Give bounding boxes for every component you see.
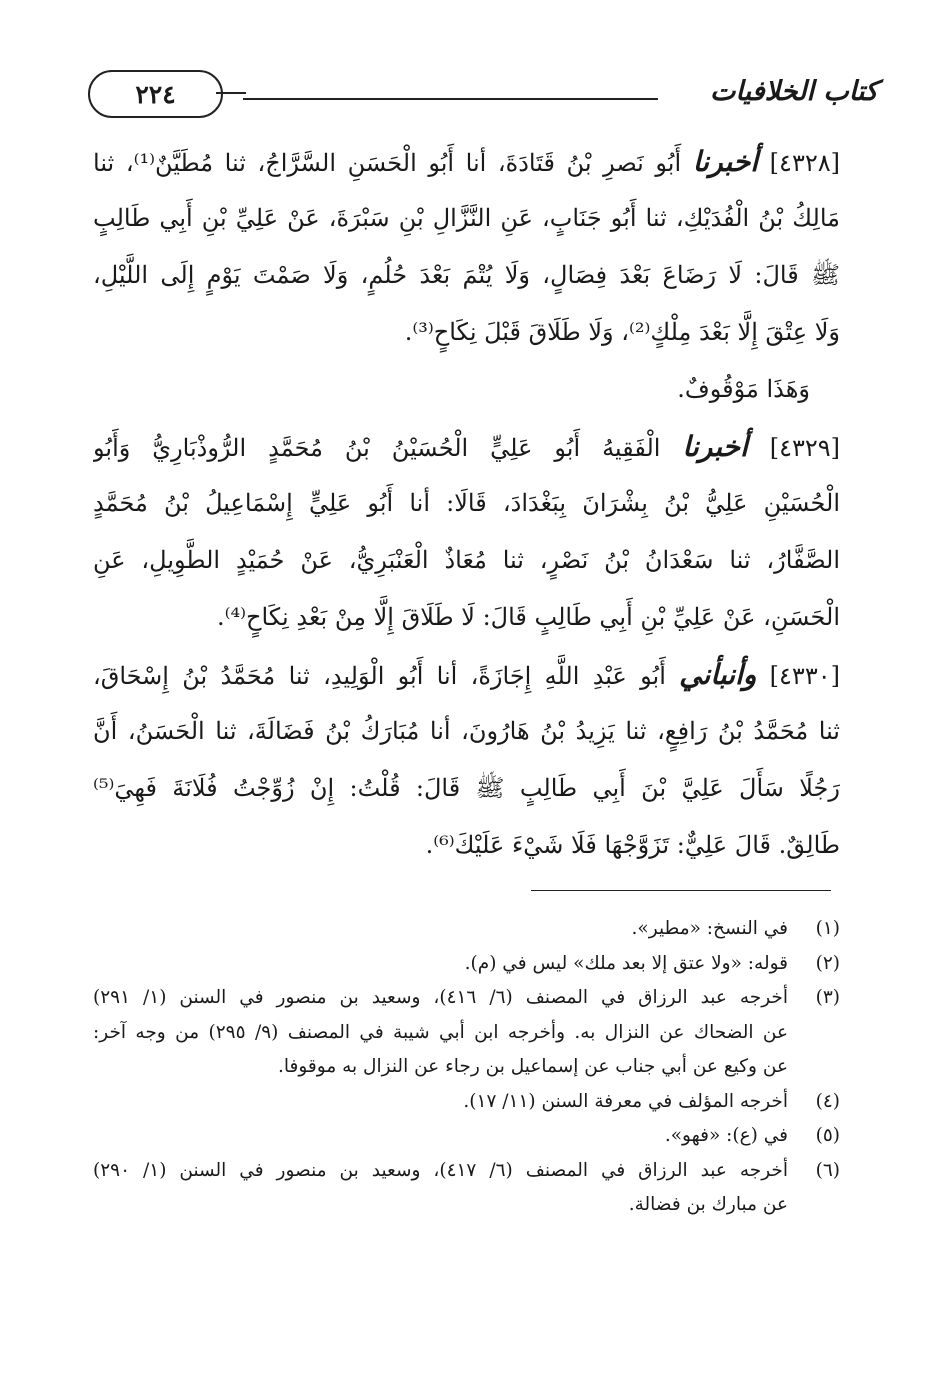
line-text: وَلَا عِتْقَ إِلَّا بَعْدَ مِلْكٍ⁽²⁾، وَلَا طَلَاقَ قَبْلَ نِكَاحٍ⁽³⁾. — [404, 318, 840, 346]
text-line — [93, 817, 840, 874]
footnote-number: (٣) — [815, 987, 840, 1008]
text-line — [93, 646, 840, 703]
running-header — [88, 70, 878, 126]
footnote-text: أخرجه المؤلف في معرفة السنن (١١/ ١٧). — [463, 1090, 788, 1112]
line-text: الْفَقِيهُ أَبُو عَلِيٍّ الْحُسَيْنُ بْنُ مُحَمَّدٍ الرُّوذْبَارِيُّ وَأَبُو — [93, 434, 661, 462]
hadith-text — [93, 133, 840, 874]
line-text: الْحَسَنِ، عَنْ عَلِيِّ بْنِ أَبِي طَالِبٍ قَالَ: لَا طَلَاقَ إِلَّا مِنْ بَعْدِ نِكَاحٍ⁽⁴⁾. — [216, 603, 840, 631]
footnotes — [93, 912, 840, 1223]
footnote — [93, 1119, 840, 1154]
page-number-badge — [88, 70, 223, 118]
footnote-text: قوله: «ولا عتق إلا بعد ملك» ليس في (م). — [464, 952, 788, 974]
line-text: ثنا مُحَمَّدُ بْنُ رَافِعٍ، ثنا يَزِيدُ بْنُ هَارُونَ، أنا مُبَارَكُ بْنُ فَضَالَةَ، ثنا الْحَسَنُ، أَنَّ — [93, 717, 840, 745]
header-rule — [243, 98, 658, 100]
text-line — [93, 247, 840, 304]
footnote-number: (٥) — [815, 1125, 840, 1146]
footnote-text: أخرجه عبد الرزاق في المصنف (٦/ ٤١٧)، وسعيد بن منصور في السنن (١/ ٢٩٠) — [93, 1159, 788, 1181]
hadith-number: [٤٣٢٩] — [769, 434, 840, 462]
line-text: طَالِقٌ. قَالَ عَلِيٌّ: تَزَوَّجْهَا فَلَا شَيْءَ عَلَيْكَ⁽⁶⁾. — [425, 831, 840, 859]
text-line — [93, 475, 840, 532]
footnote-text: في النسخ: «مطير». — [631, 918, 788, 939]
footnote — [93, 1085, 840, 1120]
text-line — [93, 190, 840, 247]
footnote — [93, 1154, 840, 1189]
keyword: أخبرنا — [682, 430, 748, 463]
text-line — [93, 418, 840, 475]
text-line — [93, 589, 840, 646]
text-line — [93, 760, 840, 817]
line-text: الْحُسَيْنِ عَلِيُّ بْنُ بِشْرَانَ بِبَغْدَادَ، قَالَا: أنا أَبُو عَلِيٍّ إِسْمَاعِيلُ بْنُ مُحَمَّدٍ — [93, 489, 840, 517]
hadith-number: [٤٣٣٠] — [769, 662, 840, 690]
footnote-number: (١) — [815, 918, 840, 939]
line-text: مَالِكُ بْنُ الْفُدَيْكِ، ثنا أَبُو جَنَابٍ، عَنِ النَّزَّالِ بْنِ سَبْرَةَ، عَنْ عَلِيِّ بْنِ أَبِي طَالِبٍ — [93, 204, 840, 232]
line-text: أَبُو نَصرِ بْنُ قَتَادَةَ، أنا أَبُو الْحَسَنِ السَّرَّاجُ، ثنا مُطَيَّنٌ⁽¹⁾، ثنا — [93, 149, 682, 177]
footnote-separator — [531, 890, 831, 891]
keyword: وأنبأني — [679, 658, 757, 691]
line-text: الصَّفَّارُ، ثنا سَعْدَانُ بْنُ نَصْرٍ، ثنا مُعَاذٌ الْعَنْبَرِيُّ، عَنْ حُمَيْدٍ الطَّوِيلِ، عَنِ — [93, 546, 840, 574]
text-line — [93, 133, 840, 190]
footnote-continuation: عن الضحاك عن النزال به. وأخرجه ابن أبي شيبة في المصنف (٩/ ٢٩٥) من وجه آخر: — [93, 1021, 789, 1043]
page-number: ٢٢٤ — [135, 79, 176, 109]
footnote-number: (٢) — [815, 952, 840, 974]
footnote-number: (٤) — [815, 1090, 840, 1112]
hadith-number: [٤٣٢٨] — [769, 149, 840, 177]
footnote-continuation: عن مبارك بن فضالة. — [628, 1194, 788, 1215]
line-text: رَجُلًا سَأَلَ عَلِيَّ بْنَ أَبِي طَالِبٍ ﷺ قَالَ: قُلْتُ: إِنْ زُوِّجْتُ فُلَانَةَ فَهِيَ⁽⁵⁾ — [93, 774, 840, 802]
footnote — [93, 981, 840, 1016]
footnote-text: في (ع): «فهو». — [664, 1125, 788, 1146]
footnote — [93, 912, 840, 947]
footnote-continuation: عن وكيع عن أبي جناب عن إسماعيل بن رجاء عن النزال به موقوفا. — [278, 1056, 788, 1077]
text-line — [93, 304, 840, 361]
footnote — [93, 947, 840, 982]
line-text: ﷺ قَالَ: لَا رَضَاعَ بَعْدَ فِصَالٍ، وَلَا يُتْمَ بَعْدَ حُلُمٍ، وَلَا صَمْتَ يَوْمٍ إِلَى اللَّيْلِ، — [93, 261, 840, 289]
line-text: أَبُو عَبْدِ اللَّهِ إِجَازَةً، أنا أَبُو الْوَلِيدِ، ثنا مُحَمَّدُ بْنُ إِسْحَاقَ، — [93, 662, 666, 690]
text-line — [93, 703, 840, 760]
text-line — [93, 361, 840, 418]
line-text: وَهَذَا مَوْقُوفٌ. — [677, 375, 810, 403]
footnote-text: أخرجه عبد الرزاق في المصنف (٦/ ٤١٦)، وسعيد بن منصور في السنن (١/ ٢٩١) — [93, 987, 788, 1008]
text-line — [93, 532, 840, 589]
book-title: كتاب الخلافيات — [709, 76, 878, 107]
keyword: أخبرنا — [692, 145, 759, 178]
footnote-number: (٦) — [815, 1159, 840, 1181]
